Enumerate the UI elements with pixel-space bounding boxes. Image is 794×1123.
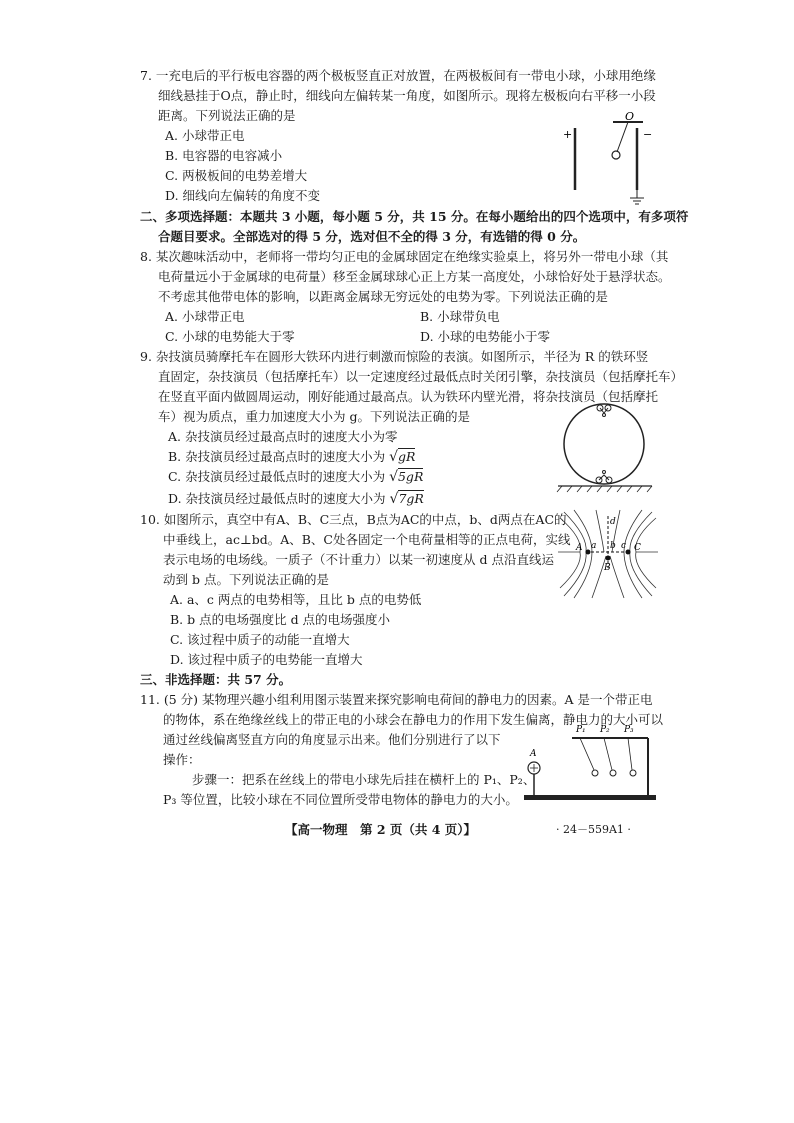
q9-stem-line-3: 在竖直平面内做圆周运动，刚好能通过最高点。认为铁环内壁光滑，将杂技演员（包括摩托 — [158, 389, 659, 404]
q9-iron-ring-figure — [556, 396, 656, 496]
q10-stem-line-3: 表示电场的电场线。一质子（不计重力）以某一初速度从 d 点沿直线运 — [163, 552, 554, 567]
q7-stem-line-3: 距离。下列说法正确的是 — [158, 108, 296, 123]
q9-stem-line-4: 车）视为质点，重力加速度大小为 g。下列说法正确的是 — [158, 409, 470, 424]
q11-stem-line-2: 的物体，系在绝缘丝线上的带正电的小球会在静电力的作用下发生偏离，静电力的大小可以 — [163, 712, 664, 727]
svg-text:P₁: P₁ — [576, 725, 586, 735]
q9-rider-top-icon — [597, 405, 611, 417]
page-footer: 【高一物理 第 2 页（共 4 页）】 — [285, 822, 477, 837]
q10-stem-line-4: 动到 b 点。下列说法正确的是 — [163, 572, 329, 587]
q10-option-d: D. 该过程中质子的电势能一直增大 — [170, 652, 363, 667]
q10-field-lines-figure — [558, 508, 658, 600]
q11-stem-line-1: 11. (5 分) 某物理兴趣小组利用图示装置来探究影响电荷间的静电力的因素。A 是一个带正电 — [140, 692, 653, 707]
q7-option-c: C. 两极板间的电势差增大 — [165, 168, 308, 183]
q7-option-a: A. 小球带正电 — [165, 128, 245, 143]
q7-point-o-label: O — [625, 110, 635, 123]
q10-option-a: A. a、c 两点的电势相等，且比 b 点的电势低 — [170, 592, 422, 607]
q10-option-c: C. 该过程中质子的动能一直增大 — [170, 632, 350, 647]
q8-stem-line-3: 不考虑其他带电体的影响，以距离金属球无穷远处的电势为零。下列说法正确的是 — [158, 289, 609, 304]
svg-text:b: b — [610, 541, 616, 551]
q9-option-b: B. 杂技演员经过最高点时的速度大小为 √gR — [168, 449, 416, 465]
q11-stem-line-4: 操作： — [163, 752, 201, 767]
q8-option-b: B. 小球带负电 — [420, 309, 500, 324]
q10-stem-line-2: 中垂线上，ac⊥bd。A、B、C处各固定一个电荷量相等的正点电荷，实线 — [163, 532, 571, 547]
q7-capacitor-figure — [555, 108, 665, 208]
svg-text:A: A — [530, 749, 537, 759]
q7-thread — [617, 122, 628, 152]
q7-minus-label: − — [643, 128, 653, 141]
q11-ball-p2 — [610, 770, 616, 776]
q11-stem-line-3: 通过丝线偏离竖直方向的角度显示出来。他们分别进行了以下 — [163, 732, 501, 747]
q9-option-c: C. 杂技演员经过最低点时的速度大小为 √5gR — [168, 469, 424, 485]
q9-stem-line-2: 直固定，杂技演员（包括摩托车）以一定速度经过最低点时关闭引擎，杂技演员（包括摩托车） — [158, 369, 684, 384]
section-3-heading: 三、非选择题：共 57 分。 — [140, 672, 292, 687]
q11-ball-p3 — [630, 770, 636, 776]
q11-apparatus-figure — [520, 722, 660, 806]
svg-text:a: a — [591, 541, 597, 551]
q8-option-c: C. 小球的电势能大于零 — [165, 329, 295, 344]
q10-stem-line-1: 10. 如图所示，真空中有A、B、C三点，B点为AC的中点，b、d两点在AC的 — [140, 512, 567, 527]
q7-option-d: D. 细线向左偏转的角度不变 — [165, 188, 321, 203]
svg-text:d: d — [610, 517, 616, 527]
q8-option-a: A. 小球带正电 — [165, 309, 245, 324]
q8-stem-line-1: 8. 某次趣味活动中，老师将一带均匀正电的金属球固定在绝缘实验桌上，将另外一带电小球（其 — [140, 249, 669, 264]
svg-text:B: B — [604, 563, 611, 573]
q11-step-1-line-1: 步骤一：把系在丝线上的带电小球先后挂在横杆上的 P₁、P₂、 — [192, 772, 536, 787]
q7-charged-ball — [612, 151, 620, 159]
q9-option-d: D. 杂技演员经过最低点时的速度大小为 √7gR — [168, 491, 424, 507]
section-2-heading: 二、多项选择题：本题共 3 小题，每小题 5 分，共 15 分。在每小题给出的四个选项中，有多项符 — [140, 209, 689, 224]
q9-option-a: A. 杂技演员经过最高点时的速度大小为零 — [168, 429, 398, 444]
q7-option-b: B. 电容器的电容减小 — [165, 148, 283, 163]
q11-ball-p1 — [592, 770, 598, 776]
section-2-instructions: 合题目要求。全部选对的得 5 分，选对但不全的得 3 分，有选错的得 0 分。 — [158, 229, 586, 244]
svg-text:c: c — [621, 541, 627, 551]
q11-step-1-line-2: P₃ 等位置，比较小球在不同位置所受带电物体的静电力的大小。 — [163, 792, 518, 807]
q7-stem-line-1: 7. 一充电后的平行板电容器的两个极板竖直正对放置，在两极板间有一带电小球，小球用绝缘 — [140, 68, 656, 83]
q8-option-d: D. 小球的电势能小于零 — [420, 329, 551, 344]
q10-option-b: B. b 点的电场强度比 d 点的电场强度小 — [170, 612, 391, 627]
svg-text:C: C — [634, 543, 641, 553]
q8-stem-line-2: 电荷量远小于金属球的电荷量）移至金属球球心正上方某一高度处，小球恰好处于悬浮状态。 — [158, 269, 671, 284]
paper-code: · 24－559A1 · — [556, 823, 631, 836]
q9-stem-line-1: 9. 杂技演员骑摩托车在圆形大铁环内进行刺激而惊险的表演。如图所示，半径为 R 的铁环竖 — [140, 349, 649, 364]
svg-text:P₂: P₂ — [600, 725, 610, 735]
svg-text:A: A — [576, 543, 583, 553]
svg-text:P₃: P₃ — [624, 725, 634, 735]
q7-stem-line-2: 细线悬挂于O点，静止时，细线向左偏转某一角度，如图所示。现将左极板向右平移一小段 — [158, 88, 656, 103]
q9-rider-bottom-icon — [596, 471, 612, 484]
q7-plus-label: + — [563, 128, 573, 141]
